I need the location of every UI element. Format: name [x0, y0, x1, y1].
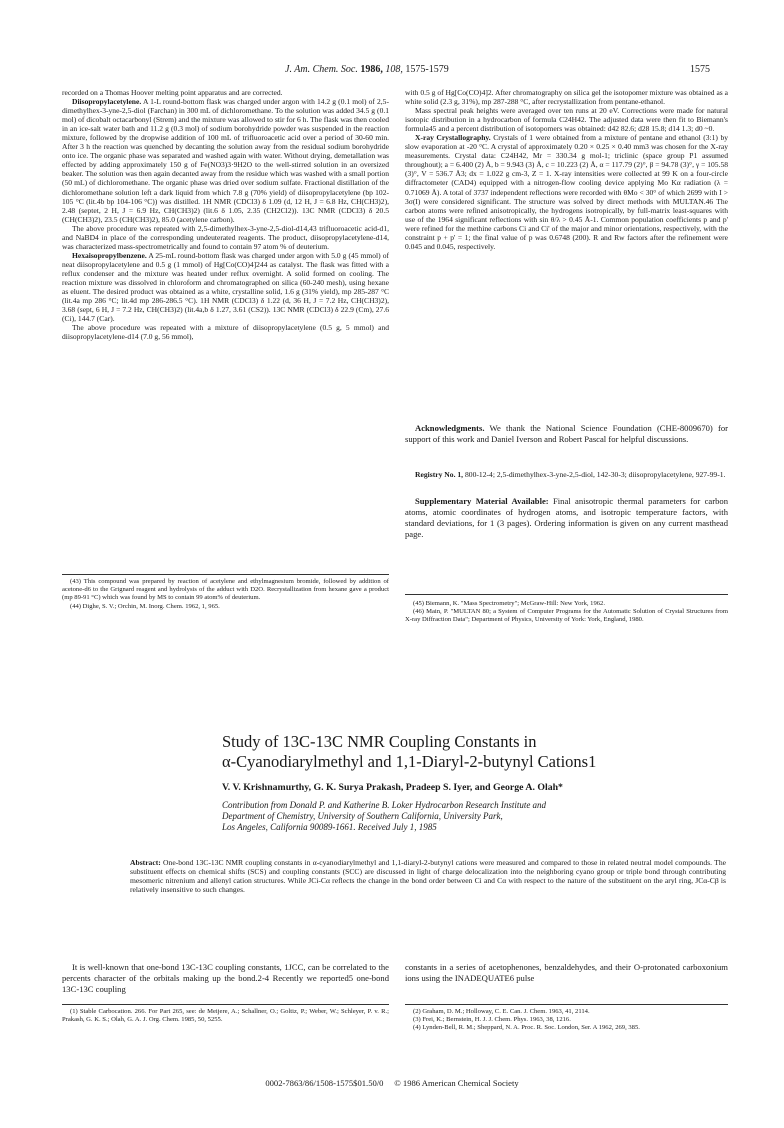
paragraph-text: A 1-L round-bottom flask was charged under argon with 14.2 g (0.1 mol) of 2,5-dimethylhex-3-yne-2,5-diol (Farchan) in 300 mL of dichloromethane. To the solution was added 34.5 g (0.1 mol) of dicobalt octacarbonyl (Strem) and the mixture was allowed to stir for 6 h. The flask was then cooled in an ice-salt water bath and 11.2 g (0.3 mol) of sodium borohydride powder was suspended in the reaction mixture, followed by the dropwise addition of 100 mL of trifluoroacetic acid over a period of 30-60 min. After 3 h the reaction was quenched by decanting the solution away from the residual sodium borohydride onto ice. The organic phase was separated and washed again with water. Without drying, demetallation was effected by adding approximately 150 g of Fe(NO3)3·9H2O to the well-stirred solution in an oversized beaker. The solution was then again decanted away from the residue which was washed with a small portion (50 mL) of dichloromethane. The organic phase was dried over sodium sulfate. Fractional distillation of the dichloromethane solution left a dark liquid from which 7.8 g (70% yield) of diisopropylacetylene (bp 102-105 °C (lit.4b bp 104-106 °C)) was distilled. 1H NMR (CDCl3) δ 1.09 (d, 12 H, J = 6.8 Hz, CH(CH3)2), 2.48 (septet, 2 H, J = 6.9 Hz, CH(CH3)2) (lit.6 δ 1.05, 2.35 (CH2Cl2)). 13C NMR (CDCl3) δ 20.5 (CH(CH3)2), 23.5 (CH(CH3)2), 85.0 (acetylene carbon). [62, 97, 389, 224]
paragraph: The above procedure was repeated with 2,5-dimethylhex-3-yne-2,5-diol-d14,43 trifluoroacetic acid-d1, and NaBD4 in place of the corresponding undeuterated reagents. The product, diisopropylacetylene-d14, was characterized mass-spectrometrically and found to contain 97 atom % of deuterium. [62, 223, 389, 251]
paragraph [405, 133, 728, 251]
right-footnotes [405, 600, 728, 625]
paragraph [405, 496, 728, 540]
article-footnotes-left [62, 1008, 389, 1024]
registry [405, 470, 728, 479]
footnote: (3) Frei, K.; Bernstein, H. J. J. Chem. Phys. 1963, 38, 1216. [413, 1016, 571, 1024]
journal-volume: 108, [385, 64, 403, 75]
paragraph-text: Crystals of 1 were obtained from a mixture of pentane and ethanol (3:1) by slow evaporation at -20 °C. A crystal of approximately 0.20 × 0.25 × 0.40 mm3 was chosen for the X-ray measurements. Crystal data: C24H42, Mr = 330.34 g mol-1; triclinic (space group P1 assumed throughout); a = 6.400 (2) Å, b = 9.943 (3) Å, c = 10.223 (2) Å, α = 117.79 (2)°, β = 94.78 (3)°, γ = 105.58 (3)°, V = 536.7 Å3; dx = 1.022 g cm-3, Z = 1. X-ray intensities were collected at 99 K on a four-circle diffractometer (CAD4) equipped with a nitrogen-flow cooling device applying Mo Kα radiation (λ = 0.71069 Å). A total of 3737 independent reflections were recorded with θMo < 30° of which 2699 with I > 3σ(I) were considered significant. The structure was solved by direct methods with MULTAN.46 The carbon atoms were refined anisotropically, the hydrogens isotropically, by full-matrix least-squares with use of the 1964 significant reflections with sin θ/λ > 0.45 Å-1. Common population coefficients p and p' were refined for the methine carbons Ci and Ci' of the major and minor orientations, respectively, with the constraint p + p' = 1; the final value of p was 0.6748 (200). R and Rw factors after the refinement were 0.045 and 0.045, respectively. [405, 133, 729, 251]
paragraph-text: We thank the National Science Foundation (CHE-8009670) for support of this work and Daniel Iverson and Robert Pascal for helpful discussions. [405, 423, 729, 444]
body-right [405, 962, 728, 984]
journal-pages: 1575-1579 [405, 64, 449, 75]
footnote: (1) Stable Carbocation. 266. For Part 265, see: de Meijere, A.; Schallner, O.; Goltiz, P.; Weber, W.; Schleyer, P. v. R.; Prakash, G. K. S.; Olah, G. A. J. Org. Chem. 1985, 50, 5255. [62, 1008, 389, 1024]
abstract-label: Abstract: [130, 858, 161, 867]
page-footer [0, 1078, 784, 1088]
journal-name: J. Am. Chem. Soc. [285, 64, 358, 75]
footnote: (4) Lynden-Bell, R. M.; Sheppard, N. A. Proc. R. Soc. London, Ser. A 1962, 269, 385. [413, 1024, 640, 1032]
article-code: 0002-7863/86/1508-1575$01.50/0 [265, 1078, 384, 1088]
authors: V. V. Krishnamurthy, G. K. Surya Prakash, Pradeep S. Iyer, and George A. Olah* [222, 782, 563, 793]
run-in-heading: Registry No. 1, [415, 470, 464, 479]
run-in-heading: Supplementary Material Available: [415, 496, 549, 506]
run-in-heading: Acknowledgments. [415, 423, 485, 433]
right-column [405, 88, 728, 251]
acknowledgments [405, 423, 728, 445]
article-footnotes-right [405, 1008, 728, 1033]
paragraph-text: A 25-mL round-bottom flask was charged under argon with 5.0 g (45 mmol) of neat diisopropylacetylene and 0.5 g (1 mmol) of Hg[Co(CO)4]244 as catalyst. The flask was fitted with a reflux condenser and the mixture was heated under reflux overnight. A solid formed on cooling. The reaction mixture was dissolved in chloroform and chromatographed on silica (60-240 mesh), using hexane as eluent. The desired product was obtained as a white, crystalline solid, 1.6 g (31% yield), mp 285-287 °C (lit.4a mp 286 °C; lit.4d mp 286-286.5 °C). 1H NMR (CDCl3) δ 1.22 (d, 36 H, J = 7.2 Hz, CH(CH3)2), 3.68 (sept, 6 H, J = 7.2 Hz, CH(CH3)2) (lit.4a,b δ 1.27, 3.61 (CS2)). 13C NMR (CDCl3) δ 22.9 (Cm), 27.6 (Ci), 144.7 (Car). [62, 250, 389, 324]
affiliation-line: Department of Chemistry, University of Southern California, University Park, [222, 811, 503, 821]
paragraph-text: Final anisotropic thermal parameters for carbon atoms, atomic coordinates of hydrogen atoms, and isotropic temperature factors, with standard deviations, for 1 (3 pages). Ordering information is given on any current masthead page. [405, 496, 728, 539]
left-column [62, 88, 389, 341]
footnote-rule [62, 1004, 389, 1005]
paragraph: The above procedure was repeated with a mixture of diisopropylacetylene (0.5 g, 5 mmol) and diisopropylacetylene-d14 (7.0 g, 56 mmol), [62, 323, 389, 342]
affiliation-line: Contribution from Donald P. and Katherine B. Loker Hydrocarbon Research Institute and [222, 800, 547, 810]
affiliation [222, 800, 742, 833]
run-in-heading: X-ray Crystallography. [415, 133, 491, 143]
paragraph [62, 251, 389, 323]
article-title [222, 732, 692, 772]
footnote-rule [405, 594, 728, 595]
running-head [0, 64, 784, 78]
footnote: (44) Dighe, S. V.; Orchin, M. Inorg. Chem. 1962, 1, 965. [70, 602, 220, 610]
title-line: α-Cyanodiarylmethyl and 1,1-Diaryl-2-butynyl Cations1 [222, 752, 597, 771]
paragraph: constants in a series of acetophenones, benzaldehydes, and their O-protonated carboxonium ions using the INADEQUATE6 pulse [405, 962, 728, 983]
title-line: Study of 13C-13C NMR Coupling Constants in [222, 732, 537, 751]
abstract-text: One-bond 13C-13C NMR coupling constants in α-cyanodiarylmethyl and 1,1-diaryl-2-butynyl cations were measured and compared to those in related neutral model compounds. The substituent effects on chemical shifts (SCS) and coupling constants (SCC) are discussed in light of charge delocalization into the neighboring cyano group or triple bond through contributing mesomeric nitrenium and allenyl cation structures. While JCi-Cα reflects the change in the bond order between Ci and Cα with respect to the nature of the substituent on the aryl ring, JCα-Cβ is relatively insensitive to such changes. [130, 858, 726, 895]
affiliation-line: Los Angeles, California 90089-1661. Received July 1, 1985 [222, 822, 437, 832]
paragraph: with 0.5 g of Hg[Co(CO)4]2. After chromatography on silica gel the isotopomer mixture was obtained as a white solid (2.3 g, 31%), mp 287-288 °C, after recrystallization from pentane-ethanol. [405, 88, 728, 107]
footnote-rule [62, 574, 389, 575]
left-footnotes [62, 578, 389, 611]
abstract [130, 858, 726, 894]
footnote: (2) Graham, D. M.; Holloway, C. E. Can. J. Chem. 1963, 41, 2114. [413, 1008, 590, 1015]
paragraph-text: 800-12-4; 2,5-dimethylhex-3-yne-2,5-diol, 142-30-3; diisopropylacetylene, 927-99-1. [465, 470, 726, 479]
footnote: (43) This compound was prepared by reaction of acetylene and ethylmagnesium bromide, followed by addition of acetone-d6 to the Grignard reagent and hydrolysis of the adduct with D2O. Recrystallization from hexane gave a product (mp 89-91 °C) which was found by MS to contain 99 atom% of deuterium. [62, 578, 389, 602]
paragraph [405, 470, 728, 479]
paragraph [405, 423, 728, 445]
copyright: © 1986 American Chemical Society [394, 1078, 519, 1088]
run-in-heading: Diisopropylacetylene. [72, 97, 142, 107]
page-number: 1575 [690, 64, 710, 75]
footnote-rule [405, 1004, 728, 1005]
journal-year: 1986, [360, 64, 383, 75]
paragraph: Mass spectral peak heights were averaged over ten runs at 20 eV. Corrections were made for natural isotopic distribution in a hydrocarbon of formula C24H42. The adjusted data were then fit to Biemann's formula45 and a percent distribution of isotopomers was obtained: d42 82.6; d28 15.8; d14 1.3; d0 ~0. [405, 106, 728, 134]
supplementary [405, 496, 728, 540]
paragraph [62, 97, 389, 224]
journal-citation [285, 64, 449, 75]
paragraph: It is well-known that one-bond 13C-13C coupling constants, 1JCC, can be correlated to the percents character of the orbitals making up the bond.2-4 Recently we reported5 one-bond 13C-13C coupling [62, 962, 389, 994]
run-in-heading: Hexaisopropylbenzene. [72, 250, 147, 260]
body-left [62, 962, 389, 995]
footnote: (45) Biemann, K. "Mass Spectrometry"; McGraw-Hill: New York, 1962. [413, 600, 605, 607]
paragraph: recorded on a Thomas Hoover melting point apparatus and are corrected. [62, 88, 283, 97]
footnote: (46) Main, P. "MULTAN 80; a System of Computer Programs for the Automatic Solution of Crystal Structures from X-ray Diffraction Data"; Department of Physics, University of York: York, England, 1980. [405, 608, 728, 624]
